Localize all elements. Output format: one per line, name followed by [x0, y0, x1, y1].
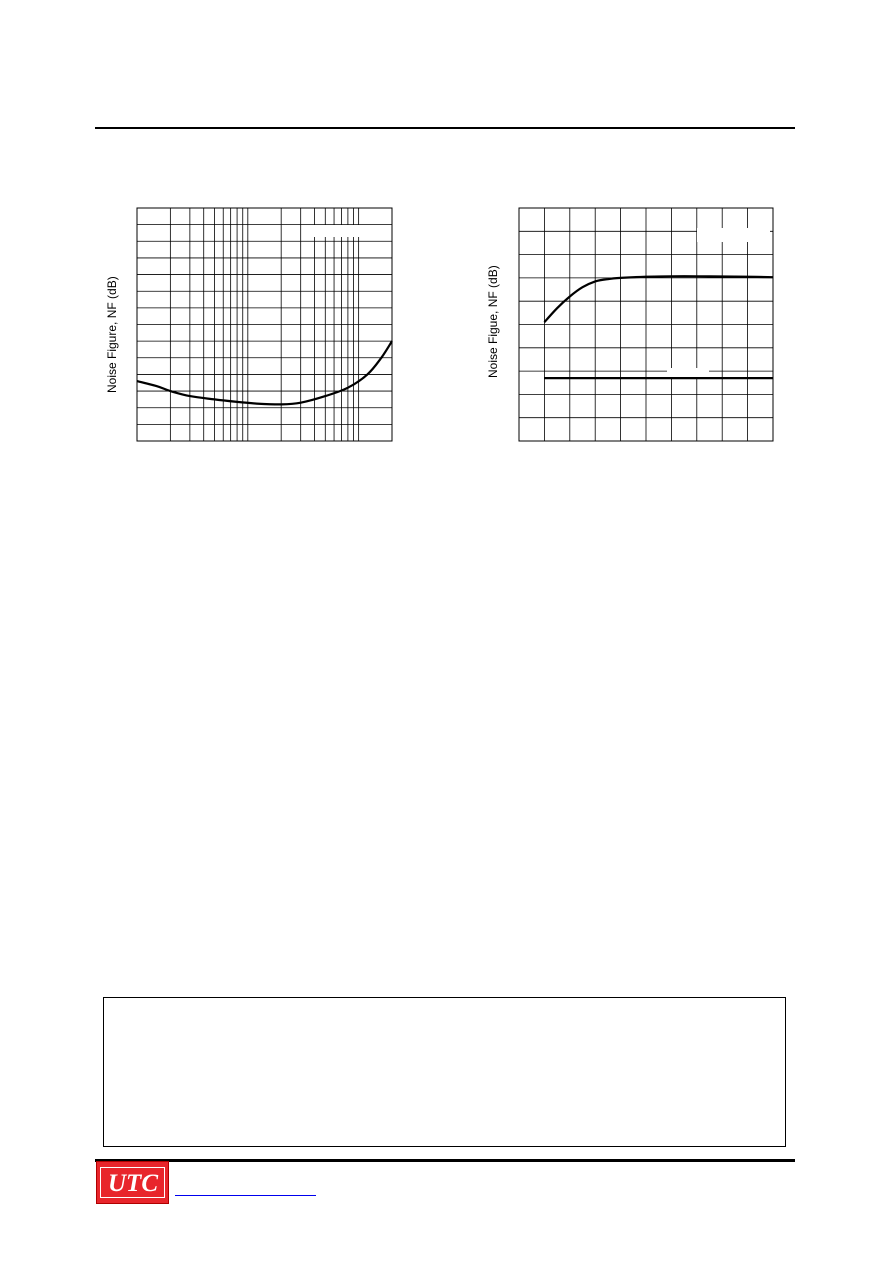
chart-right-ylabel: Noise Figue, NF (dB) — [486, 265, 500, 378]
chart-right-grid — [519, 208, 773, 441]
notice-box — [103, 997, 786, 1147]
header-rule — [95, 127, 795, 129]
website-link[interactable] — [175, 1195, 316, 1196]
utc-logo-text — [102, 1169, 164, 1197]
utc-logo — [96, 1161, 169, 1204]
blank-patch — [697, 228, 770, 242]
series-line-1 — [544, 276, 773, 322]
noise-figure-chart-left — [100, 200, 400, 450]
chart-left-ylabel: Noise Figure, NF (dB) — [105, 276, 119, 393]
blank-patch — [313, 225, 387, 237]
chart-left-grid — [137, 208, 392, 441]
utc-logo-frame — [100, 1167, 165, 1198]
footer-rule — [95, 1159, 795, 1162]
noise-figure-chart-right — [480, 200, 780, 450]
svg-text:UTC: UTC — [107, 1169, 158, 1197]
